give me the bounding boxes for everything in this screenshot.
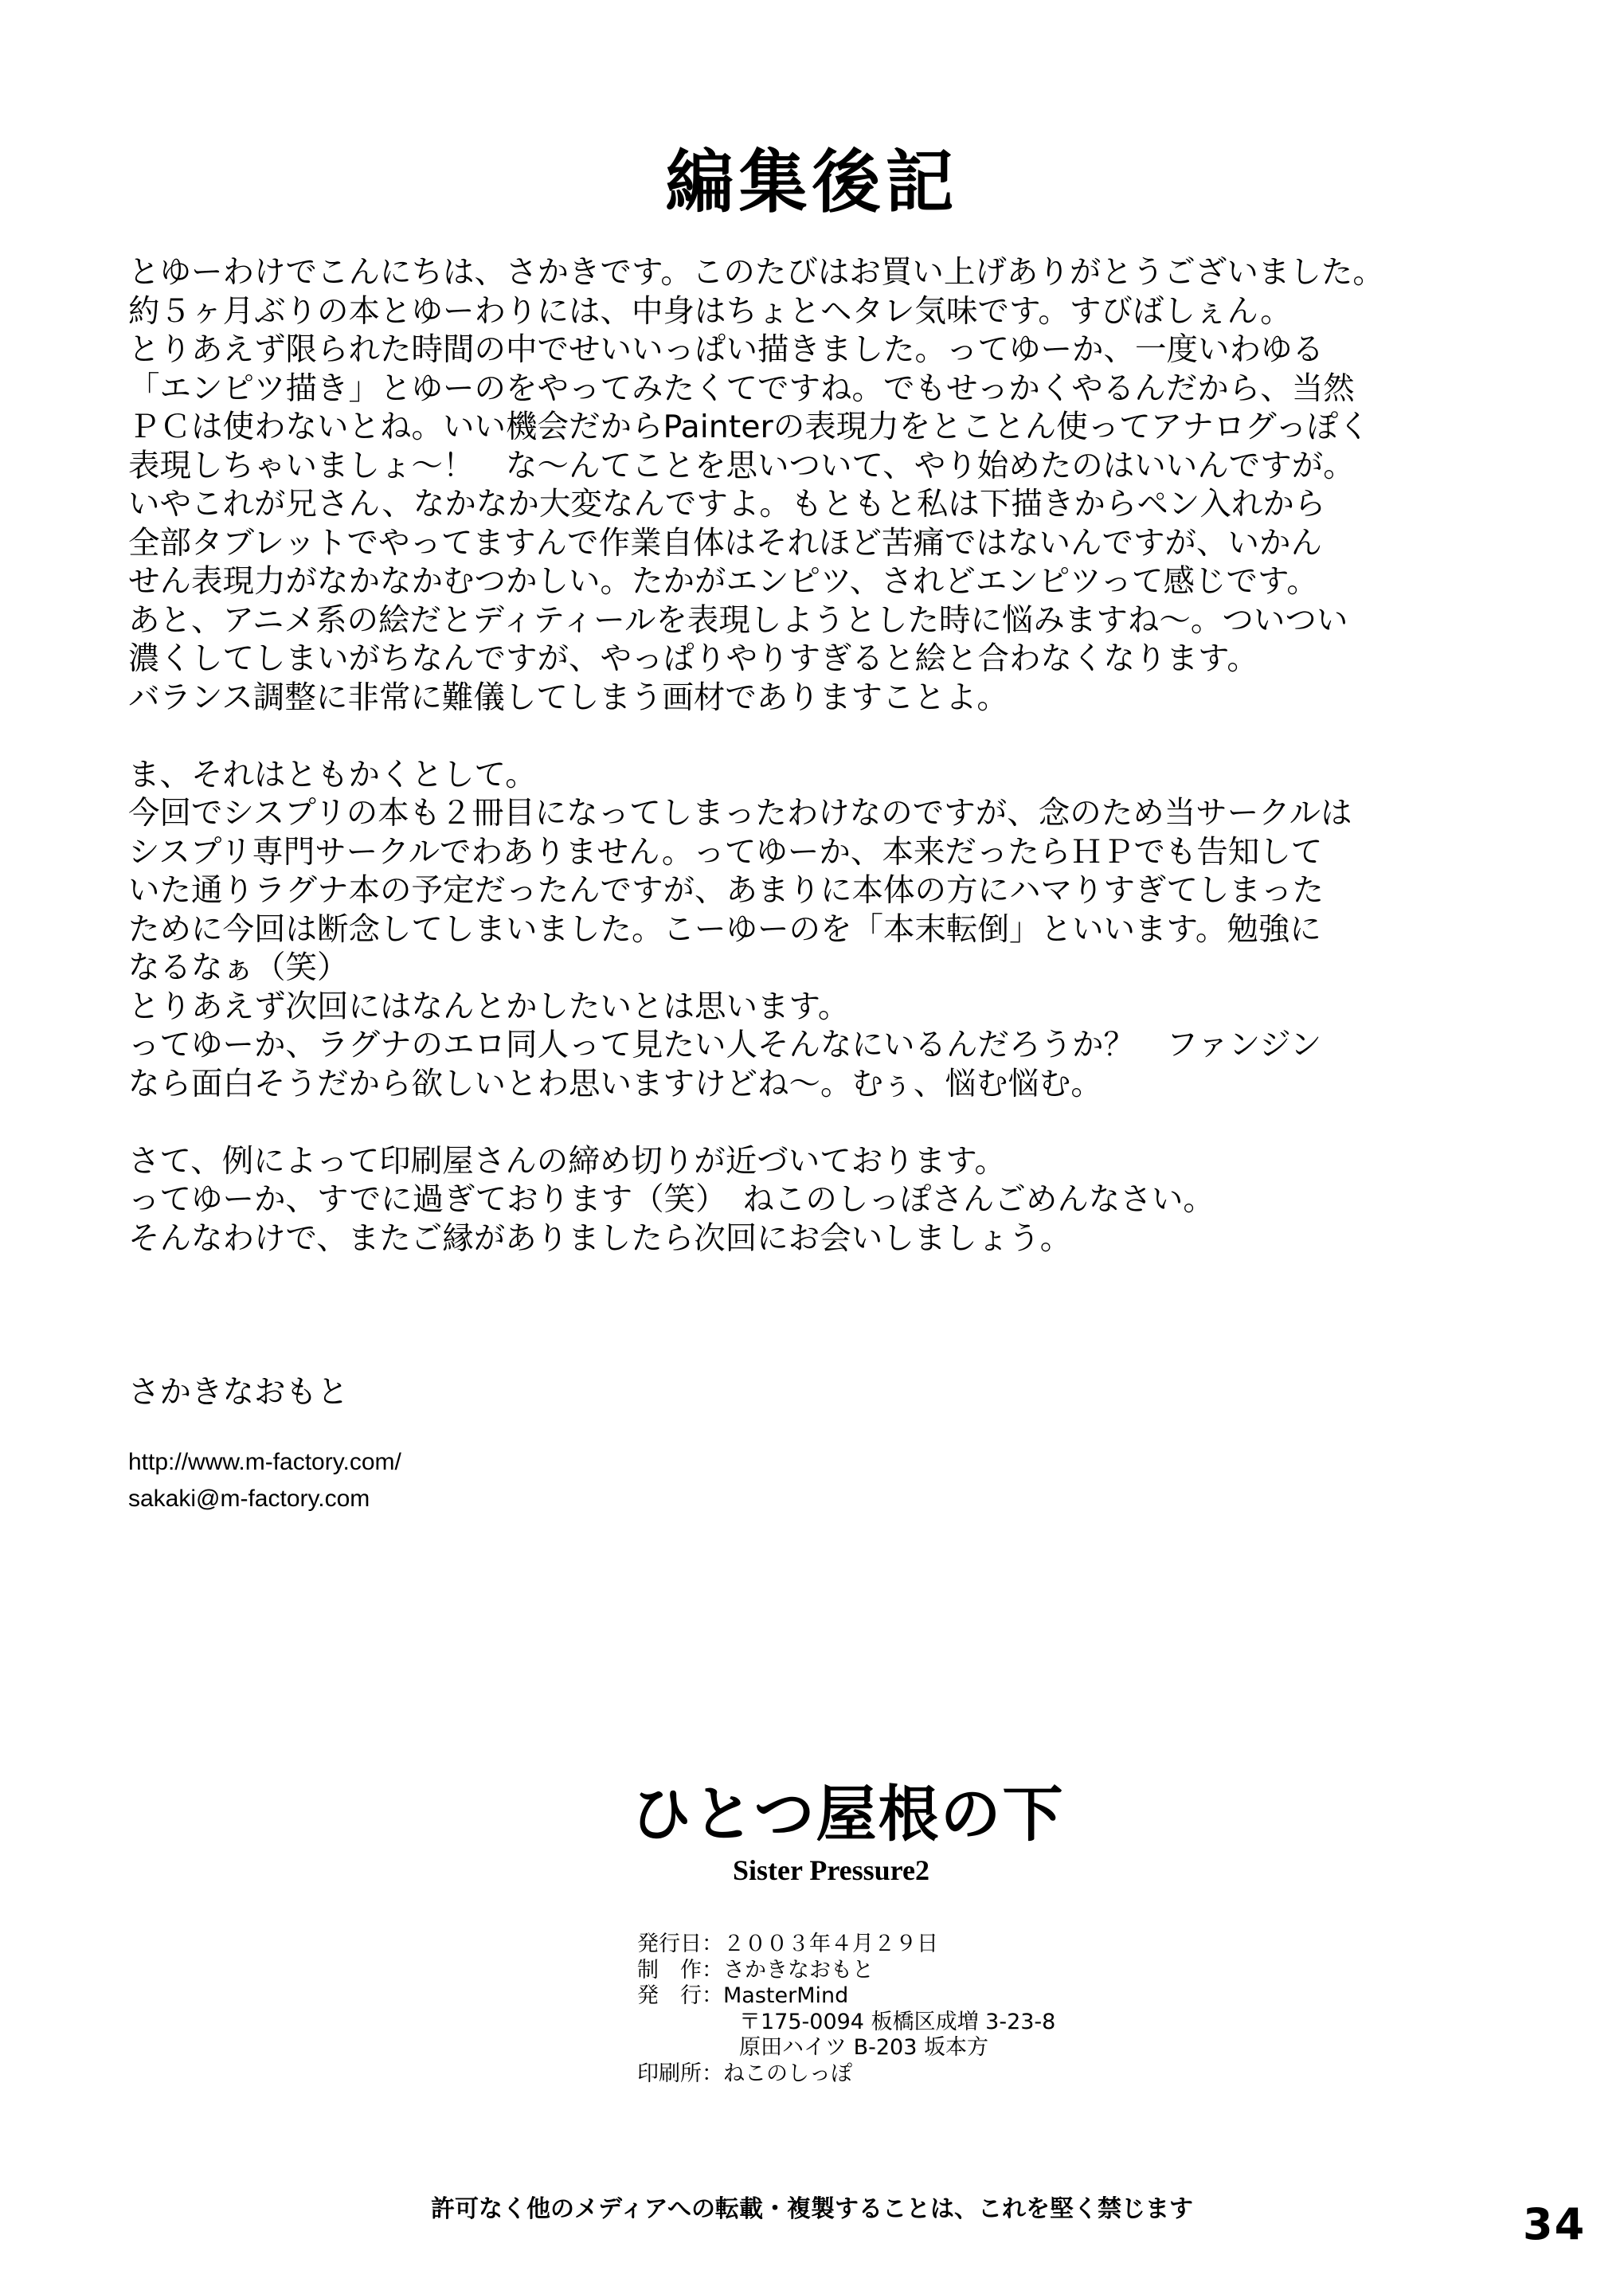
body-line: ってゆーか、ラグナのエロ同人って見たい人そんなにいるんだろうか？ ファンジン (128, 1027, 1322, 1063)
issue-date: 発行日：２００３年４月２９日 (637, 1932, 938, 1956)
address-line-1: 〒175-0094 板橋区成増 3-23-8 (739, 2009, 1056, 2034)
body-line: 表現しちゃいましょ～！ な～んてことを思いついて、やり始めたのはいいんですが。 (128, 447, 1355, 484)
body-line: 今回でシスプリの本も２冊目になってしまったわけなのですが、念のため当サークルは (128, 795, 1352, 832)
body-line: いた通りラグナ本の予定だったんですが、あまりに本体の方にハマりすぎてしまった (128, 872, 1324, 909)
body-line: 全部タブレットでやってますんで作業自体はそれほど苦痛ではないんですが、いかん (128, 524, 1323, 562)
body-line: 濃くしてしまいがちなんですが、やっぱりやりすぎると絵と合わなくなります。 (128, 640, 1258, 677)
body-line: シスプリ専門サークルでわありません。ってゆーか、本来だったらＨＰでも告知して (128, 833, 1323, 871)
book-subtitle: Sister Pressure2 (733, 1854, 929, 1886)
page-title: 編集後記 (665, 142, 959, 222)
email-address[interactable]: sakaki@m-factory.com (128, 1486, 370, 1512)
contact-links (128, 1444, 401, 1517)
address-line-2: 原田ハイツ B-203 坂本方 (739, 2035, 988, 2060)
body-line: なるなぁ（笑） (128, 949, 349, 986)
body-line: とりあえず次回にはなんとかしたいとは思います。 (128, 988, 850, 1025)
website-url[interactable]: http://www.m-factory.com/ (128, 1449, 401, 1475)
body-line: ために今回は断念してしまいました。こーゆーのを「本末転倒」といいます。勉強に (128, 910, 1321, 948)
body-line: そんなわけで、またご縁がありましたら次回にお会いしましょう。 (128, 1219, 1072, 1257)
body-line: とりあえず限られた時間の中でせいいっぱい描きました。ってゆーか、一度いわゆる (128, 331, 1324, 368)
page-number: 34 (1523, 2199, 1587, 2249)
book-title: ひとつ屋根の下 (631, 1779, 1065, 1850)
printer: 印刷所：ねこのしっぽ (637, 2061, 852, 2086)
body-line: ってゆーか、すでに過ぎております（笑） ねこのしっぽさんごめんなさい。 (128, 1181, 1215, 1218)
paragraph-gap (128, 1103, 1578, 1142)
afterword-body (128, 253, 1578, 1258)
author-signature: さかきなおもと (128, 1374, 349, 1411)
colophon (637, 1932, 1055, 2087)
body-line: あと、アニメ系の絵だとディティールを表現しようとした時に悩みますね～。ついつい (128, 601, 1348, 639)
body-line: バランス調整に非常に難儀してしまう画材でありますことよ。 (128, 679, 1008, 716)
copyright-notice: 許可なく他のメディアへの転載・複製することは、これを堅く禁じます (431, 2195, 1193, 2223)
body-line: なら面白そうだから欲しいとわ思いますけどね～。むぅ、悩む悩む。 (128, 1065, 1102, 1102)
body-line: いやこれが兄さん、なかなか大変なんですよ。もともと私は下描きからペン入れから (128, 486, 1326, 523)
body-line: ま、それはともかくとして。 (128, 756, 537, 793)
publisher: 発 行：MasterMind (637, 1983, 849, 2008)
body-line: せん表現力がなかなかむつかしい。たかがエンピツ、されどエンピツって感じです。 (128, 563, 1318, 600)
body-line: ＰＣは使わないとね。いい機会だからPainterの表現力をとことん使ってアナログっぽく (128, 409, 1370, 445)
author-credit: 制 作：さかきなおもと (637, 1957, 874, 1983)
body-line: さて、例によって印刷屋さんの締め切りが近づいております。 (128, 1142, 1007, 1180)
paragraph-gap (128, 717, 1578, 756)
body-line: 「エンピツ描き」とゆーのをやってみたくてですね。でもせっかくやるんだから、当然 (128, 370, 1355, 407)
body-line: とゆーわけでこんにちは、さかきです。このたびはお買い上げありがとうございました。 (128, 254, 1384, 291)
body-line: 約５ヶ月ぶりの本とゆーわりには、中身はちょとヘタレ気味です。すびばしぇん。 (128, 292, 1292, 330)
